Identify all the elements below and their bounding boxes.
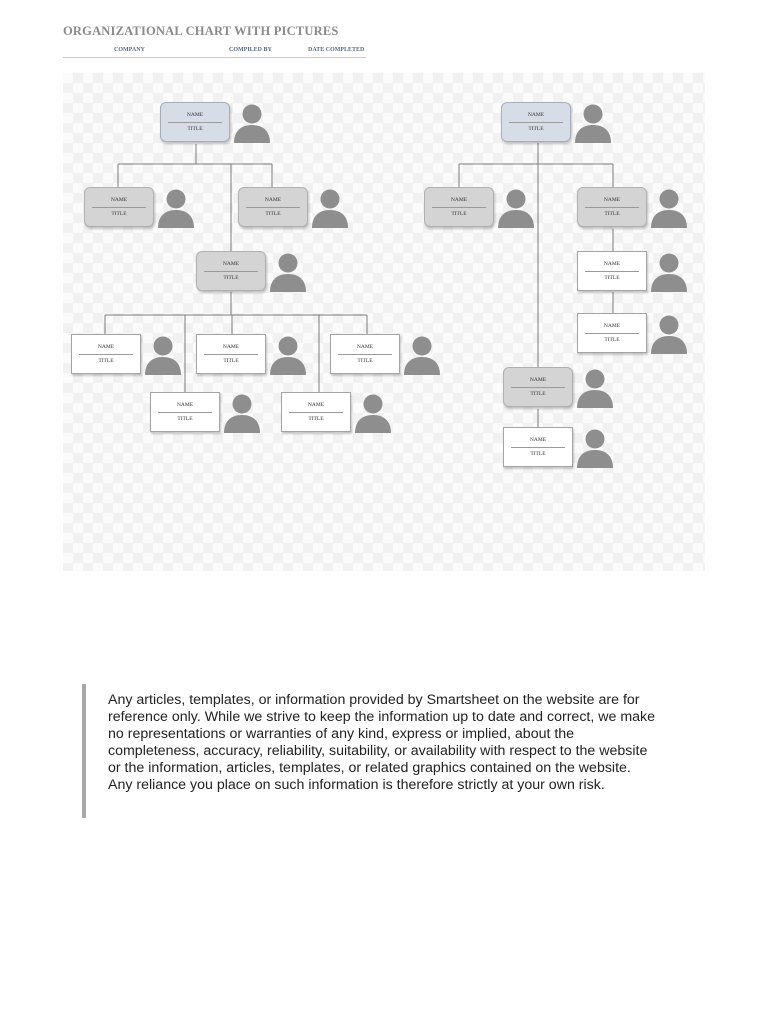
person-silhouette-icon	[156, 186, 196, 228]
org-card	[196, 251, 266, 291]
avatar	[156, 186, 196, 228]
org-card	[577, 251, 647, 291]
person-silhouette-icon	[649, 312, 689, 354]
card-title: TITLE	[604, 275, 620, 281]
person-silhouette-icon	[575, 426, 615, 468]
org-card	[424, 187, 494, 227]
card-title: TITLE	[604, 337, 620, 343]
card-divider	[158, 412, 212, 413]
card-title: TITLE	[528, 126, 544, 132]
card-title: TITLE	[308, 416, 324, 422]
card-name: NAME	[222, 261, 240, 267]
card-name: NAME	[176, 402, 194, 408]
person-silhouette-icon	[222, 391, 262, 433]
card-divider	[585, 271, 639, 272]
org-chart	[63, 73, 705, 571]
org-card	[503, 367, 573, 407]
avatar	[310, 186, 350, 228]
card-divider	[168, 122, 222, 123]
org-card	[330, 334, 400, 374]
avatar	[573, 101, 613, 143]
card-name: NAME	[264, 197, 282, 203]
org-card	[503, 427, 573, 467]
card-name: NAME	[110, 197, 128, 203]
person-silhouette-icon	[310, 186, 350, 228]
card-divider	[511, 447, 565, 448]
org-card	[501, 102, 571, 142]
avatar	[402, 333, 442, 375]
card-name: NAME	[603, 323, 621, 329]
org-card	[84, 187, 154, 227]
person-silhouette-icon	[649, 250, 689, 292]
avatar	[575, 366, 615, 408]
disclaimer-text: Any articles, templates, or information provided by Smartsheet on the website are for reference only. While we strive to keep the information up to date and correct, we make no representations or warranties of any kind, express or implied, about the completeness, accuracy, reliability, suitability, or availability with respect to the website or the information, articles, templates, or related graphics contained on the website. Any reliance you place on such information is therefore strictly at your own risk.	[108, 692, 656, 793]
card-name: NAME	[97, 344, 115, 350]
avatar	[268, 250, 308, 292]
card-name: NAME	[529, 437, 547, 443]
card-title: TITLE	[357, 358, 373, 364]
person-silhouette-icon	[143, 333, 183, 375]
avatar	[575, 426, 615, 468]
org-card	[71, 334, 141, 374]
disclaimer-box	[82, 684, 672, 818]
card-name: NAME	[527, 112, 545, 118]
card-name: NAME	[356, 344, 374, 350]
avatar	[143, 333, 183, 375]
org-card	[238, 187, 308, 227]
org-card	[577, 187, 647, 227]
person-silhouette-icon	[402, 333, 442, 375]
card-divider	[511, 387, 565, 388]
avatar	[232, 101, 272, 143]
card-divider	[204, 271, 258, 272]
card-title: TITLE	[111, 211, 127, 217]
card-divider	[92, 207, 146, 208]
card-title: TITLE	[265, 211, 281, 217]
card-divider	[246, 207, 300, 208]
person-silhouette-icon	[268, 250, 308, 292]
card-title: TITLE	[187, 126, 203, 132]
avatar	[649, 186, 689, 228]
card-divider	[585, 207, 639, 208]
org-card	[196, 334, 266, 374]
card-name: NAME	[307, 402, 325, 408]
company-label: COMPANY	[114, 47, 145, 53]
avatar	[496, 186, 536, 228]
card-divider	[585, 333, 639, 334]
card-name: NAME	[222, 344, 240, 350]
org-card	[160, 102, 230, 142]
card-name: NAME	[603, 261, 621, 267]
card-divider	[79, 354, 133, 355]
card-name: NAME	[186, 112, 204, 118]
org-card	[150, 392, 220, 432]
org-card	[281, 392, 351, 432]
avatar	[353, 391, 393, 433]
card-title: TITLE	[223, 358, 239, 364]
person-silhouette-icon	[496, 186, 536, 228]
card-title: TITLE	[98, 358, 114, 364]
card-name: NAME	[450, 197, 468, 203]
card-title: TITLE	[451, 211, 467, 217]
card-divider	[432, 207, 486, 208]
card-divider	[204, 354, 258, 355]
person-silhouette-icon	[268, 333, 308, 375]
card-title: TITLE	[530, 451, 546, 457]
person-silhouette-icon	[649, 186, 689, 228]
person-silhouette-icon	[573, 101, 613, 143]
compiled-by-label: COMPILED BY	[229, 47, 272, 53]
card-divider	[338, 354, 392, 355]
avatar	[649, 250, 689, 292]
card-title: TITLE	[604, 211, 620, 217]
avatar	[649, 312, 689, 354]
org-card	[577, 313, 647, 353]
person-silhouette-icon	[575, 366, 615, 408]
avatar	[222, 391, 262, 433]
card-name: NAME	[529, 377, 547, 383]
document-title: ORGANIZATIONAL CHART WITH PICTURES	[63, 24, 339, 38]
header-rule	[63, 57, 366, 58]
date-completed-label: DATE COMPLETED	[308, 47, 365, 53]
card-name: NAME	[603, 197, 621, 203]
card-title: TITLE	[530, 391, 546, 397]
card-title: TITLE	[177, 416, 193, 422]
card-title: TITLE	[223, 275, 239, 281]
person-silhouette-icon	[232, 101, 272, 143]
avatar	[268, 333, 308, 375]
card-divider	[289, 412, 343, 413]
card-divider	[509, 122, 563, 123]
person-silhouette-icon	[353, 391, 393, 433]
